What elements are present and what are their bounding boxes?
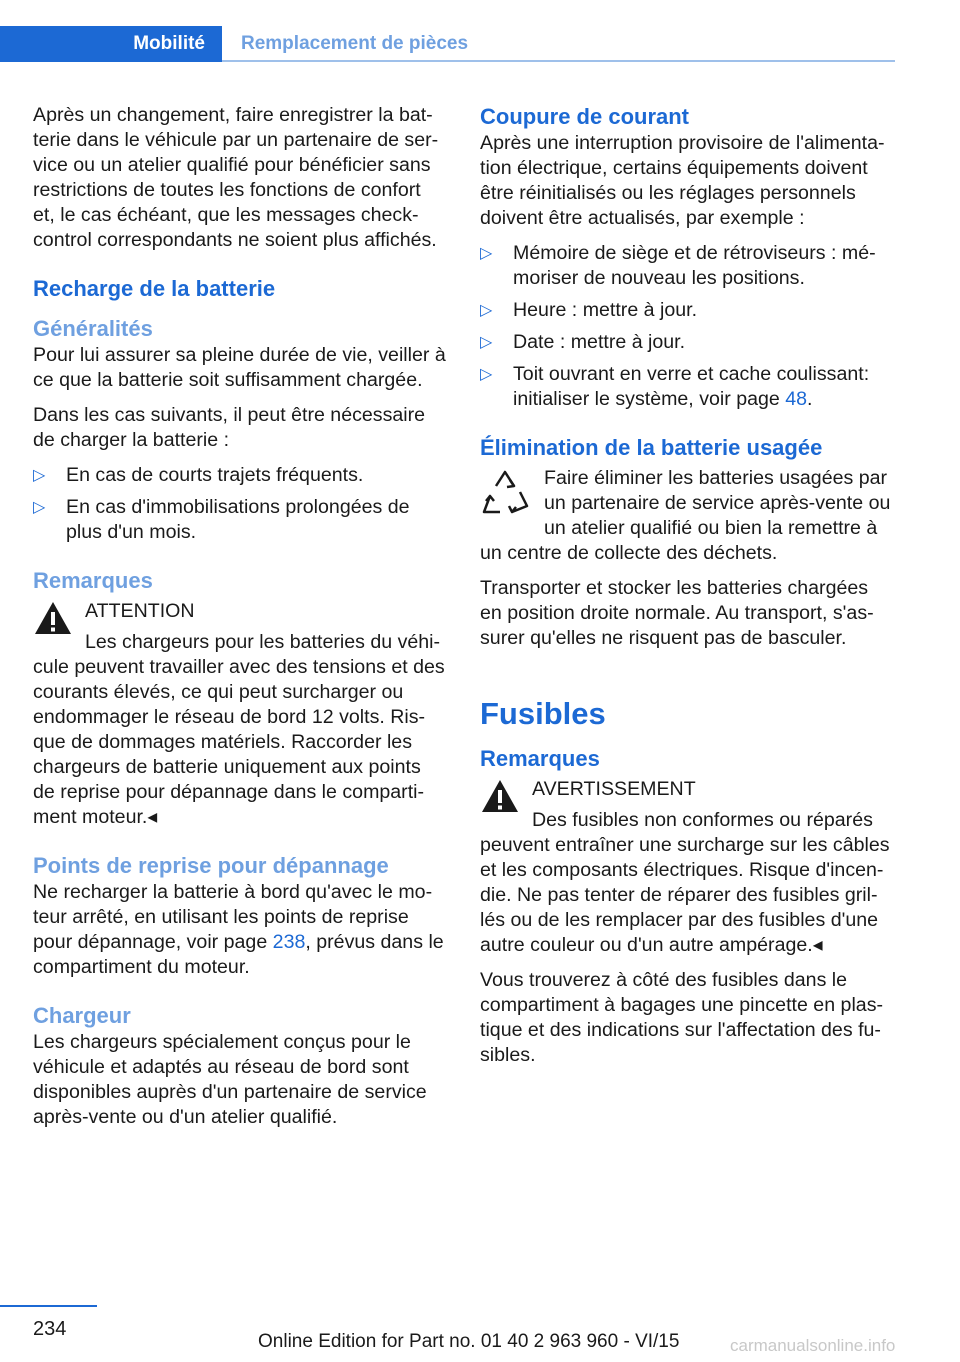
list-item-text: Toit ouvrant en verre et cache coulissant: initialiser le système, voir page [513,363,870,410]
heading-points-reprise: Points de reprise pour dépannage [33,853,389,878]
heading-generalites: Généralités [33,316,153,341]
warning-text: Les chargeurs pour les batteries du véhi-cule peuvent travailler avec des tensions et des courants élevés, ce qui peut surcharger ou endommager le réseau de bord 12 volts. Ris-que de dommages matériels. Raccorder les chargeurs de batterie uniquement aux points de reprise pour dépannage dans le comparti-ment moteur.◂ [33,631,445,828]
right-column [480,103,894,1078]
recycling-icon [480,468,530,520]
warning-block [480,777,894,958]
recycling-block [480,466,894,566]
paragraph-chargeur: Les chargeurs spécialement conçus pour le véhicule et adaptés au réseau de bord sont disponibles auprès d'un partenaire de service après-vente ou d'un atelier qualifié. [33,1031,427,1128]
warning-triangle-icon [480,777,520,817]
header-divider [222,60,895,62]
tab-remplacement-de-pieces[interactable]: Remplacement de pièces [222,26,895,62]
bullet-icon: ▷ [480,245,493,262]
list-item [480,330,894,355]
list-reinitialisation [480,241,894,412]
text-segment: Ne recharger la batterie à bord qu'avec le mo-teur arrêté, en utilisant les points de reprise pour dépannage, voir page [33,881,433,953]
heading-remarques: Remarques [33,568,153,593]
warning-triangle-icon [33,599,73,639]
paragraph-transport: Transporter et stocker les batteries chargées en position droite normale. Au transport, s'as-surer qu'elles ne risquent pas de basculer. [480,577,874,649]
list-item-text: Mémoire de siège et de rétroviseurs : mé-moriser de nouveau les positions. [513,242,876,289]
paragraph-pincette: Vous trouverez à côté des fusibles dans le compartiment à bagages une pincette en plas-tique et des indications sur l'affectation des fu-sibles. [480,969,884,1066]
paragraph-coupure: Après une interruption provisoire de l'alimenta-tion électrique, certains équipements doivent être réinitialisés ou les réglages personnels doivent être actualisés, par exemple : [480,132,885,229]
footer-divider [0,1305,97,1307]
list-item [480,241,894,291]
tab-mobilite[interactable]: Mobilité [0,26,222,62]
list-item [480,362,894,412]
edition-info: Online Edition for Part no. 01 40 2 963 960 - VI/15 [258,1331,680,1352]
text-segment: , prévus dans le compartiment du moteur. [33,931,444,978]
paragraph-cas-suivants: Dans les cas suivants, il peut être nécessaire de charger la batterie : [33,404,426,451]
bullet-icon: ▷ [480,302,493,319]
warning-title: ATTENTION [85,600,195,622]
list-item-text: Heure : mettre à jour. [513,299,698,321]
warning-block [33,599,447,830]
list-cas [33,463,447,545]
left-column [33,103,447,1140]
list-item-text: En cas d'immobilisations prolongées de plus d'un mois. [66,496,410,543]
heading-coupure-courant: Coupure de courant [480,104,690,129]
list-item [33,495,447,545]
bullet-icon: ▷ [480,366,493,383]
page-number: 234 [33,1318,67,1340]
warning-title: AVERTISSEMENT [532,778,696,800]
header [0,26,895,62]
page-link-238[interactable]: 238 [272,931,306,953]
bullet-icon: ▷ [480,334,493,351]
paragraph-intro: Après un changement, faire enregistrer la bat-terie dans le véhicule par un partenaire de ser-vice ou un atelier qualifié pour bénéficier sans restrictions de toutes les fonctions de confort et, le cas échéant, que les messages check-control correspondants ne soient plus affichés. [33,104,439,251]
paragraph-points-reprise [33,880,447,980]
list-item [33,463,447,488]
warning-text: Des fusibles non conformes ou réparés peuvent entraîner une surcharge sur les câbles et les composants électriques. Risque d'incen-die. Ne pas tenter de réparer des fusibles gril-lés ou de les remplacer par des fusibles d'une autre couleur ou d'un autre ampérage.◂ [480,809,890,956]
page-link-48[interactable]: 48 [785,388,808,410]
paragraph-elimination: Faire éliminer les batteries usagées par un partenaire de service après-vente ou un atelier qualifié ou bien la remettre à un centre de collecte des déchets. [480,467,891,564]
bullet-icon: ▷ [33,499,46,516]
bullet-icon: ▷ [33,467,46,484]
paragraph-generalites: Pour lui assurer sa pleine durée de vie, veiller à ce que la batterie soit suffisamment chargée. [33,344,446,391]
heading-fusibles: Fusibles [480,696,606,731]
heading-remarques-fusibles: Remarques [480,746,600,771]
list-item [480,298,894,323]
list-item-text: En cas de courts trajets fréquents. [66,464,364,486]
text-segment: . [807,388,813,410]
heading-elimination-batterie: Élimination de la batterie usagée [480,435,823,460]
heading-recharge-batterie: Recharge de la batterie [33,276,276,301]
watermark: carmanualsonline.info [730,1336,896,1355]
heading-chargeur: Chargeur [33,1003,131,1028]
list-item-text: Date : mettre à jour. [513,331,686,353]
